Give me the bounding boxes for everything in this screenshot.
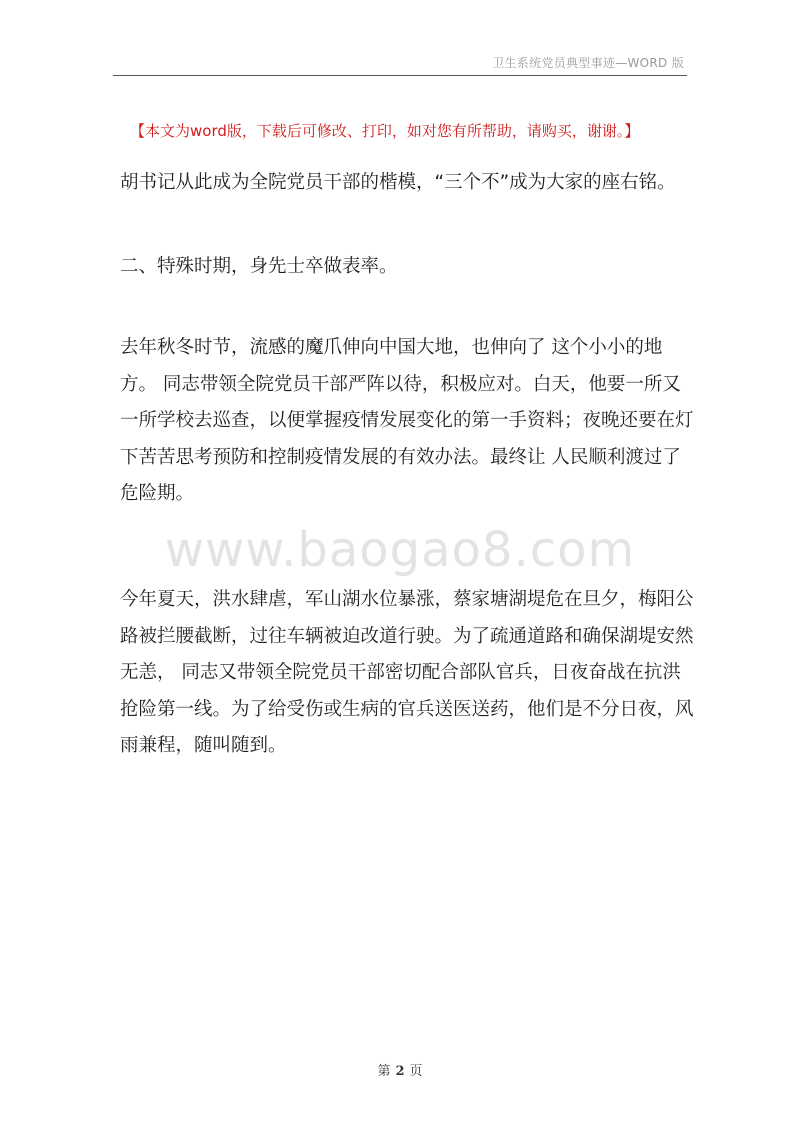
page-number: 2: [395, 1064, 405, 1079]
section-heading: 二、特殊时期，身先士卒做表率。: [120, 256, 398, 277]
footer-suffix: 页: [409, 1064, 423, 1079]
paragraph-3: 去年秋冬时节，流感的魔爪伸向中国大地，也伸向了 这个小小的地方。 同志带领全院党员干部严阵以待，积极应对。白天，他要一所又一所学校去巡查，以便掌握疫情发展变化的第一手资料；夜晚还要在灯下苦苦思考预防和控制疫情发展的有效办法。最终让 人民顺利渡过了危险期。: [120, 337, 694, 504]
paragraph-4: 今年夏天，洪水肆虐，军山湖水位暴涨，蔡家塘湖堤危在旦夕，梅阳公路被拦腰截断，过往车辆被迫改道行驶。为了疏通道路和确保湖堤安然无恙， 同志又带领全院党员干部密切配合部队官兵，日夜奋战在抗洪抢险第一线。为了给受伤或生病的官兵送医送药，他们是不分日夜，风雨兼程，随叫随到。: [120, 589, 694, 756]
header-title: 卫生系统党员典型事迹—WORD 版: [492, 56, 684, 70]
header-divider: [113, 75, 687, 76]
watermark: www.baogao8.com: [164, 522, 636, 578]
paragraph-1: 胡书记从此成为全院党员干部的楷模，“三个不”成为大家的座右铭。: [120, 172, 676, 193]
purchase-notice: 【本文为word版，下载后可修改、打印，如对您有所帮助，请购买，谢谢。】: [130, 122, 640, 140]
page-footer: [0, 1060, 800, 1079]
footer-prefix: 第: [377, 1064, 391, 1079]
